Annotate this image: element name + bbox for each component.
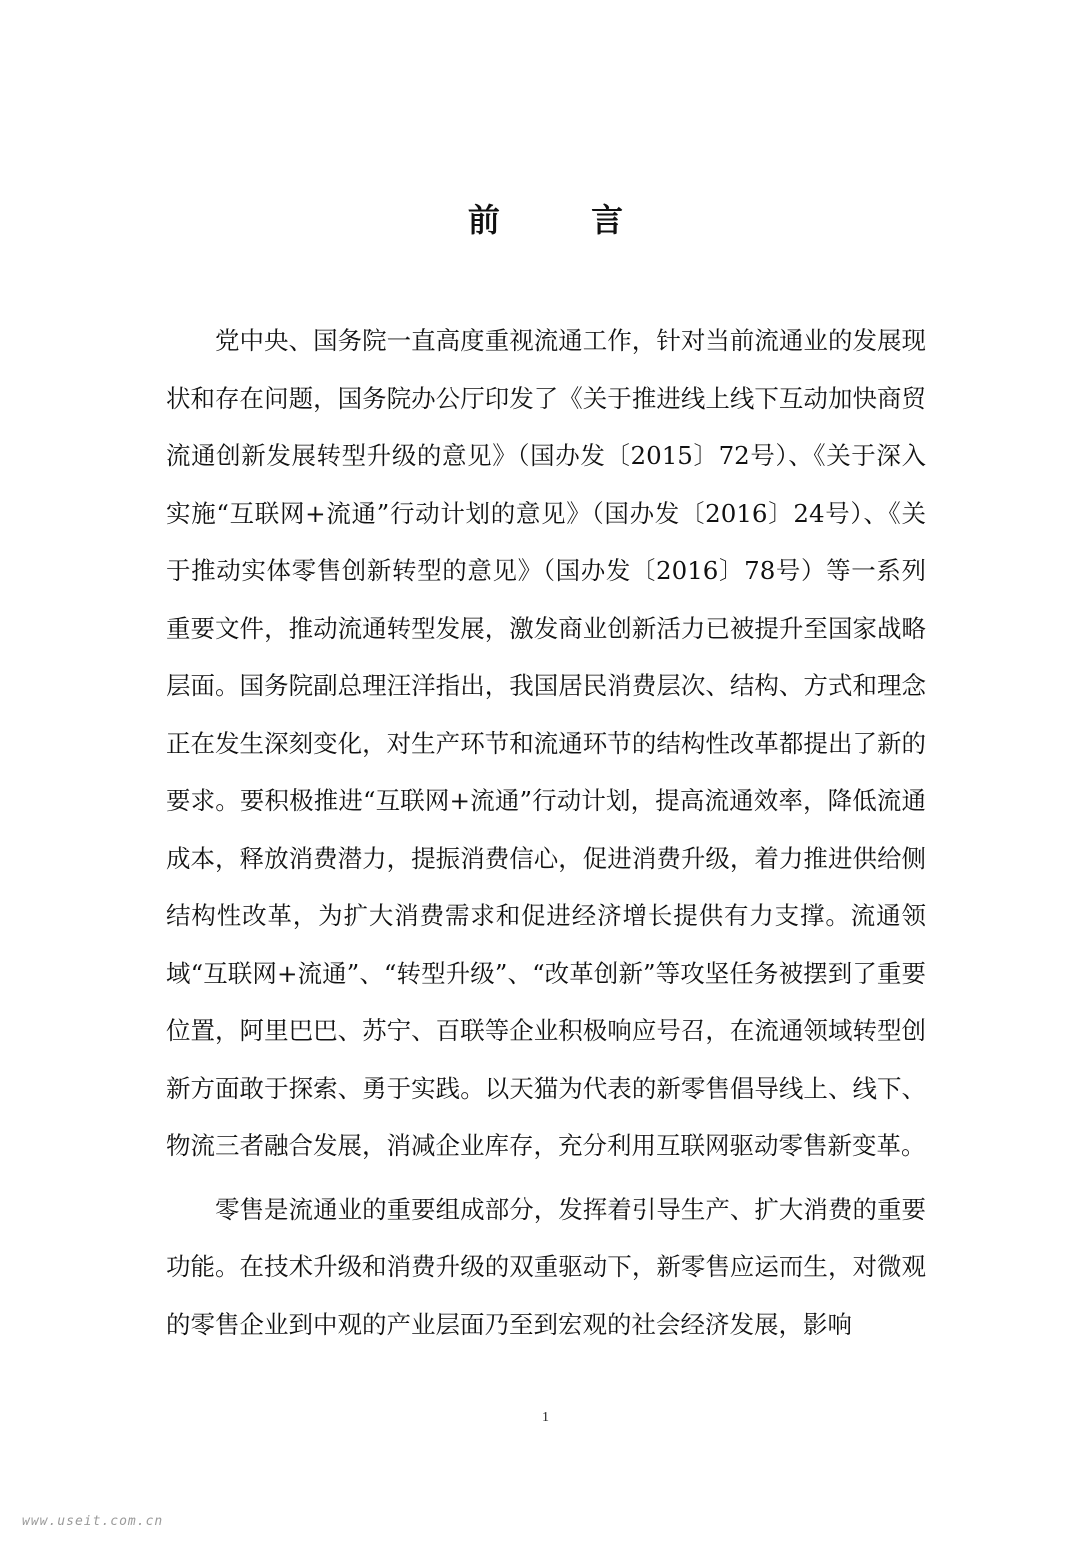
paragraph-2: 零售是流通业的重要组成部分，发挥着引导生产、扩大消费的重要功能。在技术升级和消费升级的双重驱动下，新零售应运而生，对微观的零售企业到中观的产业层面乃至到宏观的社会经济发展，影响 (166, 1194, 926, 1339)
watermark: www.useit.com.cn (22, 1514, 164, 1529)
page-title: 前 言 (467, 201, 664, 239)
body-text (166, 312, 926, 1353)
page-number: 1 (542, 1410, 549, 1425)
paragraph-1: 党中央、国务院一直高度重视流通工作，针对当前流通业的发展现状和存在问题，国务院办公厅印发了《关于推进线上线下互动加快商贸流通创新发展转型升级的意见》（国办发〔2015〕72号）、《关于深入实施“互联网+流通”行动计划的意见》（国办发〔2016〕24号）、《关于推动实体零售创新转型的意见》（国办发〔2016〕78号）等一系列重要文件，推动流通转型发展，激发商业创新活力已被提升至国家战略层面。国务院副总理汪洋指出，我国居民消费层次、结构、方式和理念正在发生深刻变化，对生产环节和流通环节的结构性改革都提出了新的要求。要积极推进“互联网+流通”行动计划，提高流通效率，降低流通成本，释放消费潜力，提振消费信心，促进消费升级，着力推进供给侧结构性改革，为扩大消费需求和促进经济增长提供有力支撑。流通领域“互联网+流通”、“转型升级”、“改革创新”等攻坚任务被摆到了重要位置，阿里巴巴、苏宁、百联等企业积极响应号召，在流通领域转型创新方面敢于探索、勇于实践。以天猫为代表的新零售倡导线上、线下、物流三者融合发展，消减企业库存，充分利用互联网驱动零售新变革。 (166, 326, 926, 1160)
